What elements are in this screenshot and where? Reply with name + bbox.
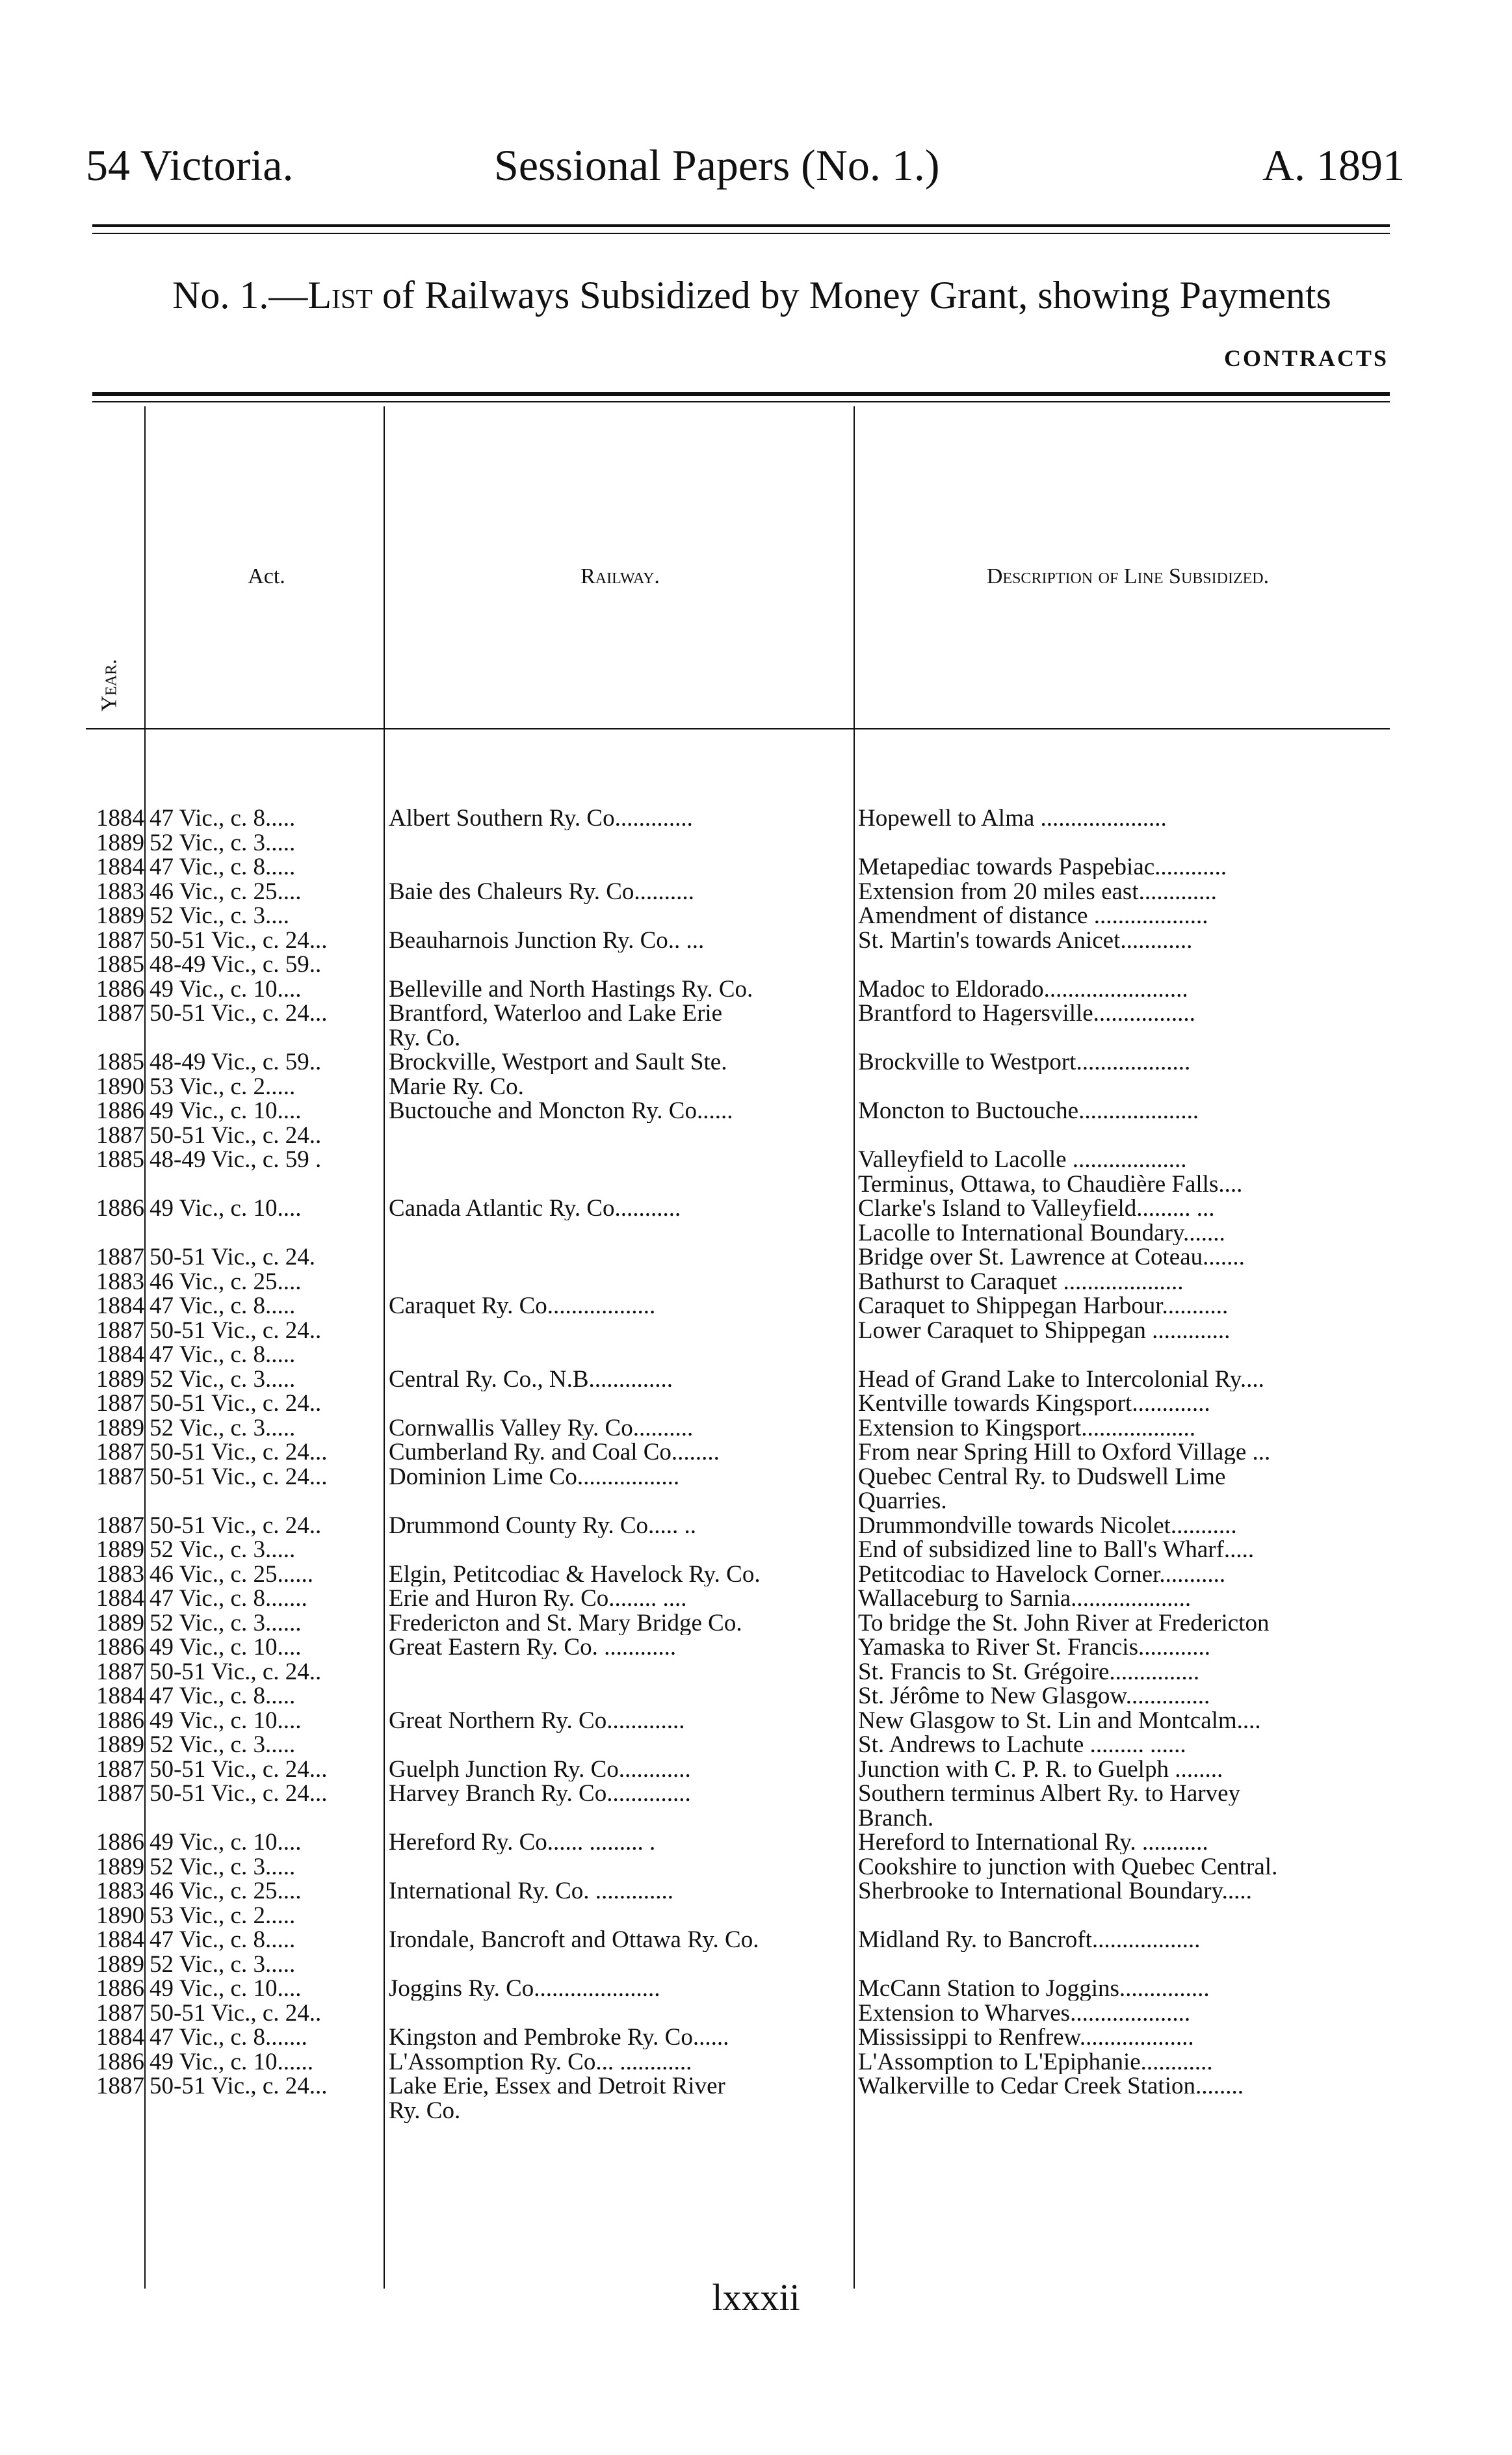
cell-act: 52 Vic., c. 3..... (150, 1952, 296, 1976)
cell-year: 1886 (96, 1707, 144, 1734)
cell-act: 53 Vic., c. 2..... (150, 1075, 296, 1099)
cell-description: Head of Grand Lake to Intercolonial Ry.... (858, 1367, 1264, 1391)
cell-description: Hereford to International Ry. ........... (858, 1830, 1208, 1854)
cell-description: Lacolle to International Boundary....... (858, 1221, 1225, 1245)
cell-act: 47 Vic., c. 8..... (150, 1343, 296, 1367)
cell-description: Quebec Central Ry. to Dudswell Lime (858, 1465, 1226, 1489)
cell-act: 52 Vic., c. 3..... (150, 1416, 296, 1440)
cell-year: 1883 (96, 1878, 144, 1904)
cell-description: From near Spring Hill to Oxford Village ... (858, 1440, 1271, 1464)
cell-railway: Great Northern Ry. Co............. (389, 1709, 685, 1733)
cell-year: 1886 (96, 1829, 144, 1856)
cell-act: 49 Vic., c. 10.... (150, 1635, 302, 1659)
cell-year: 1883 (96, 1268, 144, 1295)
cell-description: Branch. (858, 1806, 934, 1830)
cell-act: 46 Vic., c. 25.... (150, 1270, 302, 1294)
cell-year: 1884 (96, 805, 144, 832)
header-bottom-rule (86, 728, 1390, 729)
cell-act: 50-51 Vic., c. 24... (150, 1757, 328, 1781)
cell-year: 1883 (96, 878, 144, 905)
cell-description: McCann Station to Joggins............... (858, 1976, 1210, 2001)
cell-act: 50-51 Vic., c. 24.. (150, 1319, 322, 1343)
cell-year: 1890 (96, 1902, 144, 1929)
cell-railway: Ry. Co. (389, 1026, 461, 1050)
cell-year: 1887 (96, 1780, 144, 1807)
cell-year: 1889 (96, 1415, 144, 1441)
cell-year: 1884 (96, 2024, 144, 2051)
column-header-railway: Railway. (580, 564, 660, 588)
cell-railway: Guelph Junction Ry. Co............ (389, 1757, 691, 1781)
cell-year: 1887 (96, 1317, 144, 1344)
cell-year: 1885 (96, 1146, 144, 1173)
cell-description: Drummondville towards Nicolet........... (858, 1514, 1237, 1538)
cell-railway: Central Ry. Co., N.B.............. (389, 1367, 673, 1391)
document-title (172, 273, 1331, 318)
cell-act: 46 Vic., c. 25.... (150, 880, 302, 904)
cell-act: 52 Vic., c. 3..... (150, 1538, 296, 1562)
cell-act: 49 Vic., c. 10.... (150, 1196, 302, 1220)
cell-railway: Cumberland Ry. and Coal Co........ (389, 1440, 720, 1464)
page-folio: lxxxii (712, 2276, 800, 2318)
cell-act: 50-51 Vic., c. 24... (150, 1465, 328, 1489)
cell-year: 1889 (96, 1854, 144, 1880)
cell-description: St. Jérôme to New Glasgow.............. (858, 1684, 1210, 1708)
cell-description: Caraquet to Shippegan Harbour........... (858, 1294, 1229, 1318)
cell-year: 1884 (96, 1926, 144, 1953)
cell-railway: Fredericton and St. Mary Bridge Co. (389, 1611, 742, 1635)
cell-description: Brantford to Hagersville................. (858, 1001, 1195, 1025)
cell-railway: Dominion Lime Co................. (389, 1465, 680, 1489)
cell-description: Yamaska to River St. Francis............ (858, 1635, 1210, 1659)
cell-act: 49 Vic., c. 10.... (150, 1830, 302, 1854)
cell-year: 1886 (96, 2049, 144, 2075)
header-rule-thick (92, 224, 1390, 227)
cell-act: 49 Vic., c. 10.... (150, 1976, 302, 2001)
cell-year: 1887 (96, 1756, 144, 1783)
cell-act: 47 Vic., c. 8....... (150, 1586, 307, 1610)
cell-description: Terminus, Ottawa, to Chaudière Falls.... (858, 1172, 1243, 1196)
cell-description: End of subsidized line to Ball's Wharf..... (858, 1538, 1255, 1562)
cell-railway: Buctouche and Moncton Ry. Co...... (389, 1099, 733, 1123)
cell-act: 50-51 Vic., c. 24... (150, 1440, 328, 1464)
cell-act: 52 Vic., c. 3..... (150, 1367, 296, 1391)
cell-act: 47 Vic., c. 8..... (150, 806, 296, 830)
cell-description: Midland Ry. to Bancroft.................. (858, 1928, 1201, 1952)
cell-year: 1887 (96, 1464, 144, 1490)
table-rule-thin (92, 401, 1390, 402)
cell-description: Extension from 20 miles east............. (858, 880, 1217, 904)
cell-year: 1887 (96, 1439, 144, 1465)
cell-year: 1886 (96, 1097, 144, 1124)
cell-act: 50-51 Vic., c. 24.. (150, 2001, 322, 2025)
cell-description: Amendment of distance ................... (858, 904, 1208, 928)
cell-year: 1884 (96, 1683, 144, 1709)
cell-railway: Caraquet Ry. Co.................. (389, 1294, 656, 1318)
cell-year: 1887 (96, 2000, 144, 2027)
table-rule-thick (92, 392, 1390, 396)
cell-act: 50-51 Vic., c. 24... (150, 928, 328, 952)
cell-act: 49 Vic., c. 10...... (150, 2050, 313, 2074)
cell-railway: L'Assomption Ry. Co... ............ (389, 2050, 692, 2074)
cell-act: 52 Vic., c. 3..... (150, 1855, 296, 1879)
cell-railway: Harvey Branch Ry. Co.............. (389, 1781, 691, 1805)
cell-act: 49 Vic., c. 10.... (150, 1709, 302, 1733)
cell-act: 47 Vic., c. 8..... (150, 1294, 296, 1318)
cell-year: 1886 (96, 1975, 144, 2002)
cell-year: 1887 (96, 927, 144, 954)
cell-railway: International Ry. Co. ............. (389, 1879, 674, 1903)
cell-description: Bridge over St. Lawrence at Coteau....... (858, 1245, 1245, 1269)
cell-act: 49 Vic., c. 10.... (150, 1099, 302, 1123)
cell-railway: Cornwallis Valley Ry. Co.......... (389, 1416, 694, 1440)
cell-description: Extension to Wharves.................... (858, 2001, 1191, 2025)
cell-description: St. Andrews to Lachute ......... ...... (858, 1733, 1186, 1757)
header-rule-thin (92, 233, 1390, 234)
cell-railway: Canada Atlantic Ry. Co........... (389, 1196, 681, 1220)
cell-year: 1885 (96, 1049, 144, 1075)
cell-railway: Albert Southern Ry. Co............. (389, 806, 693, 830)
cell-act: 50-51 Vic., c. 24. (150, 1245, 316, 1269)
cell-year: 1890 (96, 1073, 144, 1100)
cell-railway: Belleville and North Hastings Ry. Co. (389, 977, 753, 1001)
column-divider-act (384, 406, 385, 2289)
cell-railway: Beauharnois Junction Ry. Co.. ... (389, 928, 705, 952)
cell-railway: Brockville, Westport and Sault Ste. (389, 1050, 727, 1074)
cell-act: 52 Vic., c. 3..... (150, 1733, 296, 1757)
cell-description: St. Martin's towards Anicet............ (858, 928, 1193, 952)
cell-act: 48-49 Vic., c. 59.. (150, 1050, 322, 1074)
cell-act: 46 Vic., c. 25.... (150, 1879, 302, 1903)
cell-description: Cookshire to junction with Quebec Central. (858, 1855, 1278, 1879)
cell-year: 1885 (96, 951, 144, 978)
cell-railway: Kingston and Pembroke Ry. Co...... (389, 2025, 729, 2049)
cell-description: Lower Caraquet to Shippegan ............. (858, 1319, 1231, 1343)
cell-year: 1887 (96, 1122, 144, 1149)
cell-railway: Ry. Co. (389, 2099, 461, 2123)
running-head-center: Sessional Papers (No. 1.) (494, 140, 940, 190)
cell-year: 1887 (96, 1390, 144, 1417)
cell-year: 1887 (96, 2073, 144, 2099)
column-header-act: Act. (248, 564, 285, 588)
cell-year: 1884 (96, 1341, 144, 1368)
cell-act: 52 Vic., c. 3...... (150, 1611, 302, 1635)
cell-act: 52 Vic., c. 3..... (150, 831, 296, 855)
cell-year: 1887 (96, 1659, 144, 1685)
cell-description: New Glasgow to St. Lin and Montcalm.... (858, 1709, 1261, 1733)
cell-act: 50-51 Vic., c. 24... (150, 2074, 328, 2098)
cell-description: Brockville to Westport................... (858, 1050, 1191, 1074)
cell-year: 1884 (96, 1293, 144, 1319)
cell-description: Kentville towards Kingsport............. (858, 1391, 1210, 1415)
cell-act: 48-49 Vic., c. 59.. (150, 952, 322, 977)
cell-description: Quarries. (858, 1489, 947, 1513)
cell-railway: Erie and Huron Ry. Co........ .... (389, 1586, 687, 1610)
cell-railway: Joggins Ry. Co..................... (389, 1976, 660, 2001)
title-number: No. 1.— (172, 274, 308, 317)
section-subtitle: CONTRACTS (1223, 345, 1388, 371)
cell-description: Wallaceburg to Sarnia.................... (858, 1586, 1192, 1610)
cell-description: Madoc to Eldorado........................ (858, 977, 1188, 1001)
cell-year: 1889 (96, 1610, 144, 1636)
cell-act: 50-51 Vic., c. 24.. (150, 1123, 322, 1148)
cell-act: 47 Vic., c. 8..... (150, 1684, 296, 1708)
cell-act: 49 Vic., c. 10.... (150, 977, 302, 1001)
cell-year: 1887 (96, 1244, 144, 1270)
cell-year: 1889 (96, 830, 144, 856)
cell-act: 50-51 Vic., c. 24... (150, 1781, 328, 1805)
cell-description: Clarke's Island to Valleyfield......... ... (858, 1196, 1215, 1220)
cell-year: 1889 (96, 1951, 144, 1978)
running-head-left: 54 Victoria. (86, 140, 294, 190)
cell-description: St. Francis to St. Grégoire............... (858, 1660, 1200, 1684)
cell-act: 47 Vic., c. 8..... (150, 855, 296, 879)
cell-year: 1886 (96, 976, 144, 1003)
cell-year: 1889 (96, 1731, 144, 1758)
cell-description: Walkerville to Cedar Creek Station........ (858, 2074, 1244, 2098)
cell-description: Mississippi to Renfrew................... (858, 2025, 1194, 2049)
running-head-right: A. 1891 (1262, 140, 1405, 190)
cell-railway: Baie des Chaleurs Ry. Co.......... (389, 880, 694, 904)
cell-act: 48-49 Vic., c. 59 . (150, 1148, 322, 1172)
cell-description: Junction with C. P. R. to Guelph ........ (858, 1757, 1223, 1781)
cell-railway: Elgin, Petitcodiac & Havelock Ry. Co. (389, 1562, 761, 1586)
cell-act: 50-51 Vic., c. 24... (150, 1001, 328, 1025)
cell-description: To bridge the St. John River at Fredericton (858, 1611, 1270, 1635)
cell-railway: Drummond County Ry. Co..... .. (389, 1514, 697, 1538)
cell-year: 1886 (96, 1634, 144, 1661)
cell-year: 1887 (96, 1000, 144, 1027)
cell-description: Extension to Kingsport................... (858, 1416, 1196, 1440)
cell-act: 50-51 Vic., c. 24.. (150, 1660, 322, 1684)
cell-railway: Irondale, Bancroft and Ottawa Ry. Co. (389, 1928, 759, 1952)
cell-description: Southern terminus Albert Ry. to Harvey (858, 1781, 1241, 1805)
cell-act: 46 Vic., c. 25...... (150, 1562, 313, 1586)
column-header-description: Description of Line Subsidized. (986, 564, 1270, 588)
cell-railway: Great Eastern Ry. Co. ............ (389, 1635, 677, 1659)
cell-act: 52 Vic., c. 3.... (150, 904, 289, 928)
cell-year: 1889 (96, 1536, 144, 1563)
title-lead: List (307, 274, 372, 317)
cell-year: 1887 (96, 1512, 144, 1539)
cell-act: 50-51 Vic., c. 24.. (150, 1514, 322, 1538)
cell-act: 47 Vic., c. 8....... (150, 2025, 307, 2049)
cell-year: 1884 (96, 854, 144, 880)
title-rest: of Railways Subsidized by Money Grant, showing Payments (372, 274, 1331, 317)
cell-year: 1889 (96, 1366, 144, 1393)
cell-description: Moncton to Buctouche.................... (858, 1099, 1199, 1123)
cell-railway: Brantford, Waterloo and Lake Erie (389, 1001, 723, 1025)
cell-railway: Lake Erie, Essex and Detroit River (389, 2074, 725, 2098)
cell-description: Hopewell to Alma ..................... (858, 806, 1167, 830)
cell-act: 47 Vic., c. 8..... (150, 1928, 296, 1952)
cell-description: Sherbrooke to International Boundary..... (858, 1879, 1252, 1903)
column-divider-railway (854, 406, 855, 2289)
cell-description: L'Assomption to L'Epiphanie............ (858, 2050, 1213, 2074)
cell-railway: Marie Ry. Co. (389, 1075, 524, 1099)
cell-year: 1889 (96, 902, 144, 929)
cell-description: Bathurst to Caraquet .................... (858, 1270, 1184, 1294)
cell-year: 1884 (96, 1585, 144, 1612)
cell-year: 1886 (96, 1195, 144, 1222)
cell-description: Petitcodiac to Havelock Corner........... (858, 1562, 1226, 1586)
cell-description: Metapediac towards Paspebiac............ (858, 855, 1227, 879)
column-header-year: Year. (97, 659, 122, 712)
cell-year: 1883 (96, 1561, 144, 1588)
column-divider-year (144, 406, 146, 2289)
cell-act: 50-51 Vic., c. 24.. (150, 1391, 322, 1415)
cell-act: 53 Vic., c. 2..... (150, 1904, 296, 1928)
cell-description: Valleyfield to Lacolle ................... (858, 1148, 1187, 1172)
cell-railway: Hereford Ry. Co...... ......... . (389, 1830, 656, 1854)
